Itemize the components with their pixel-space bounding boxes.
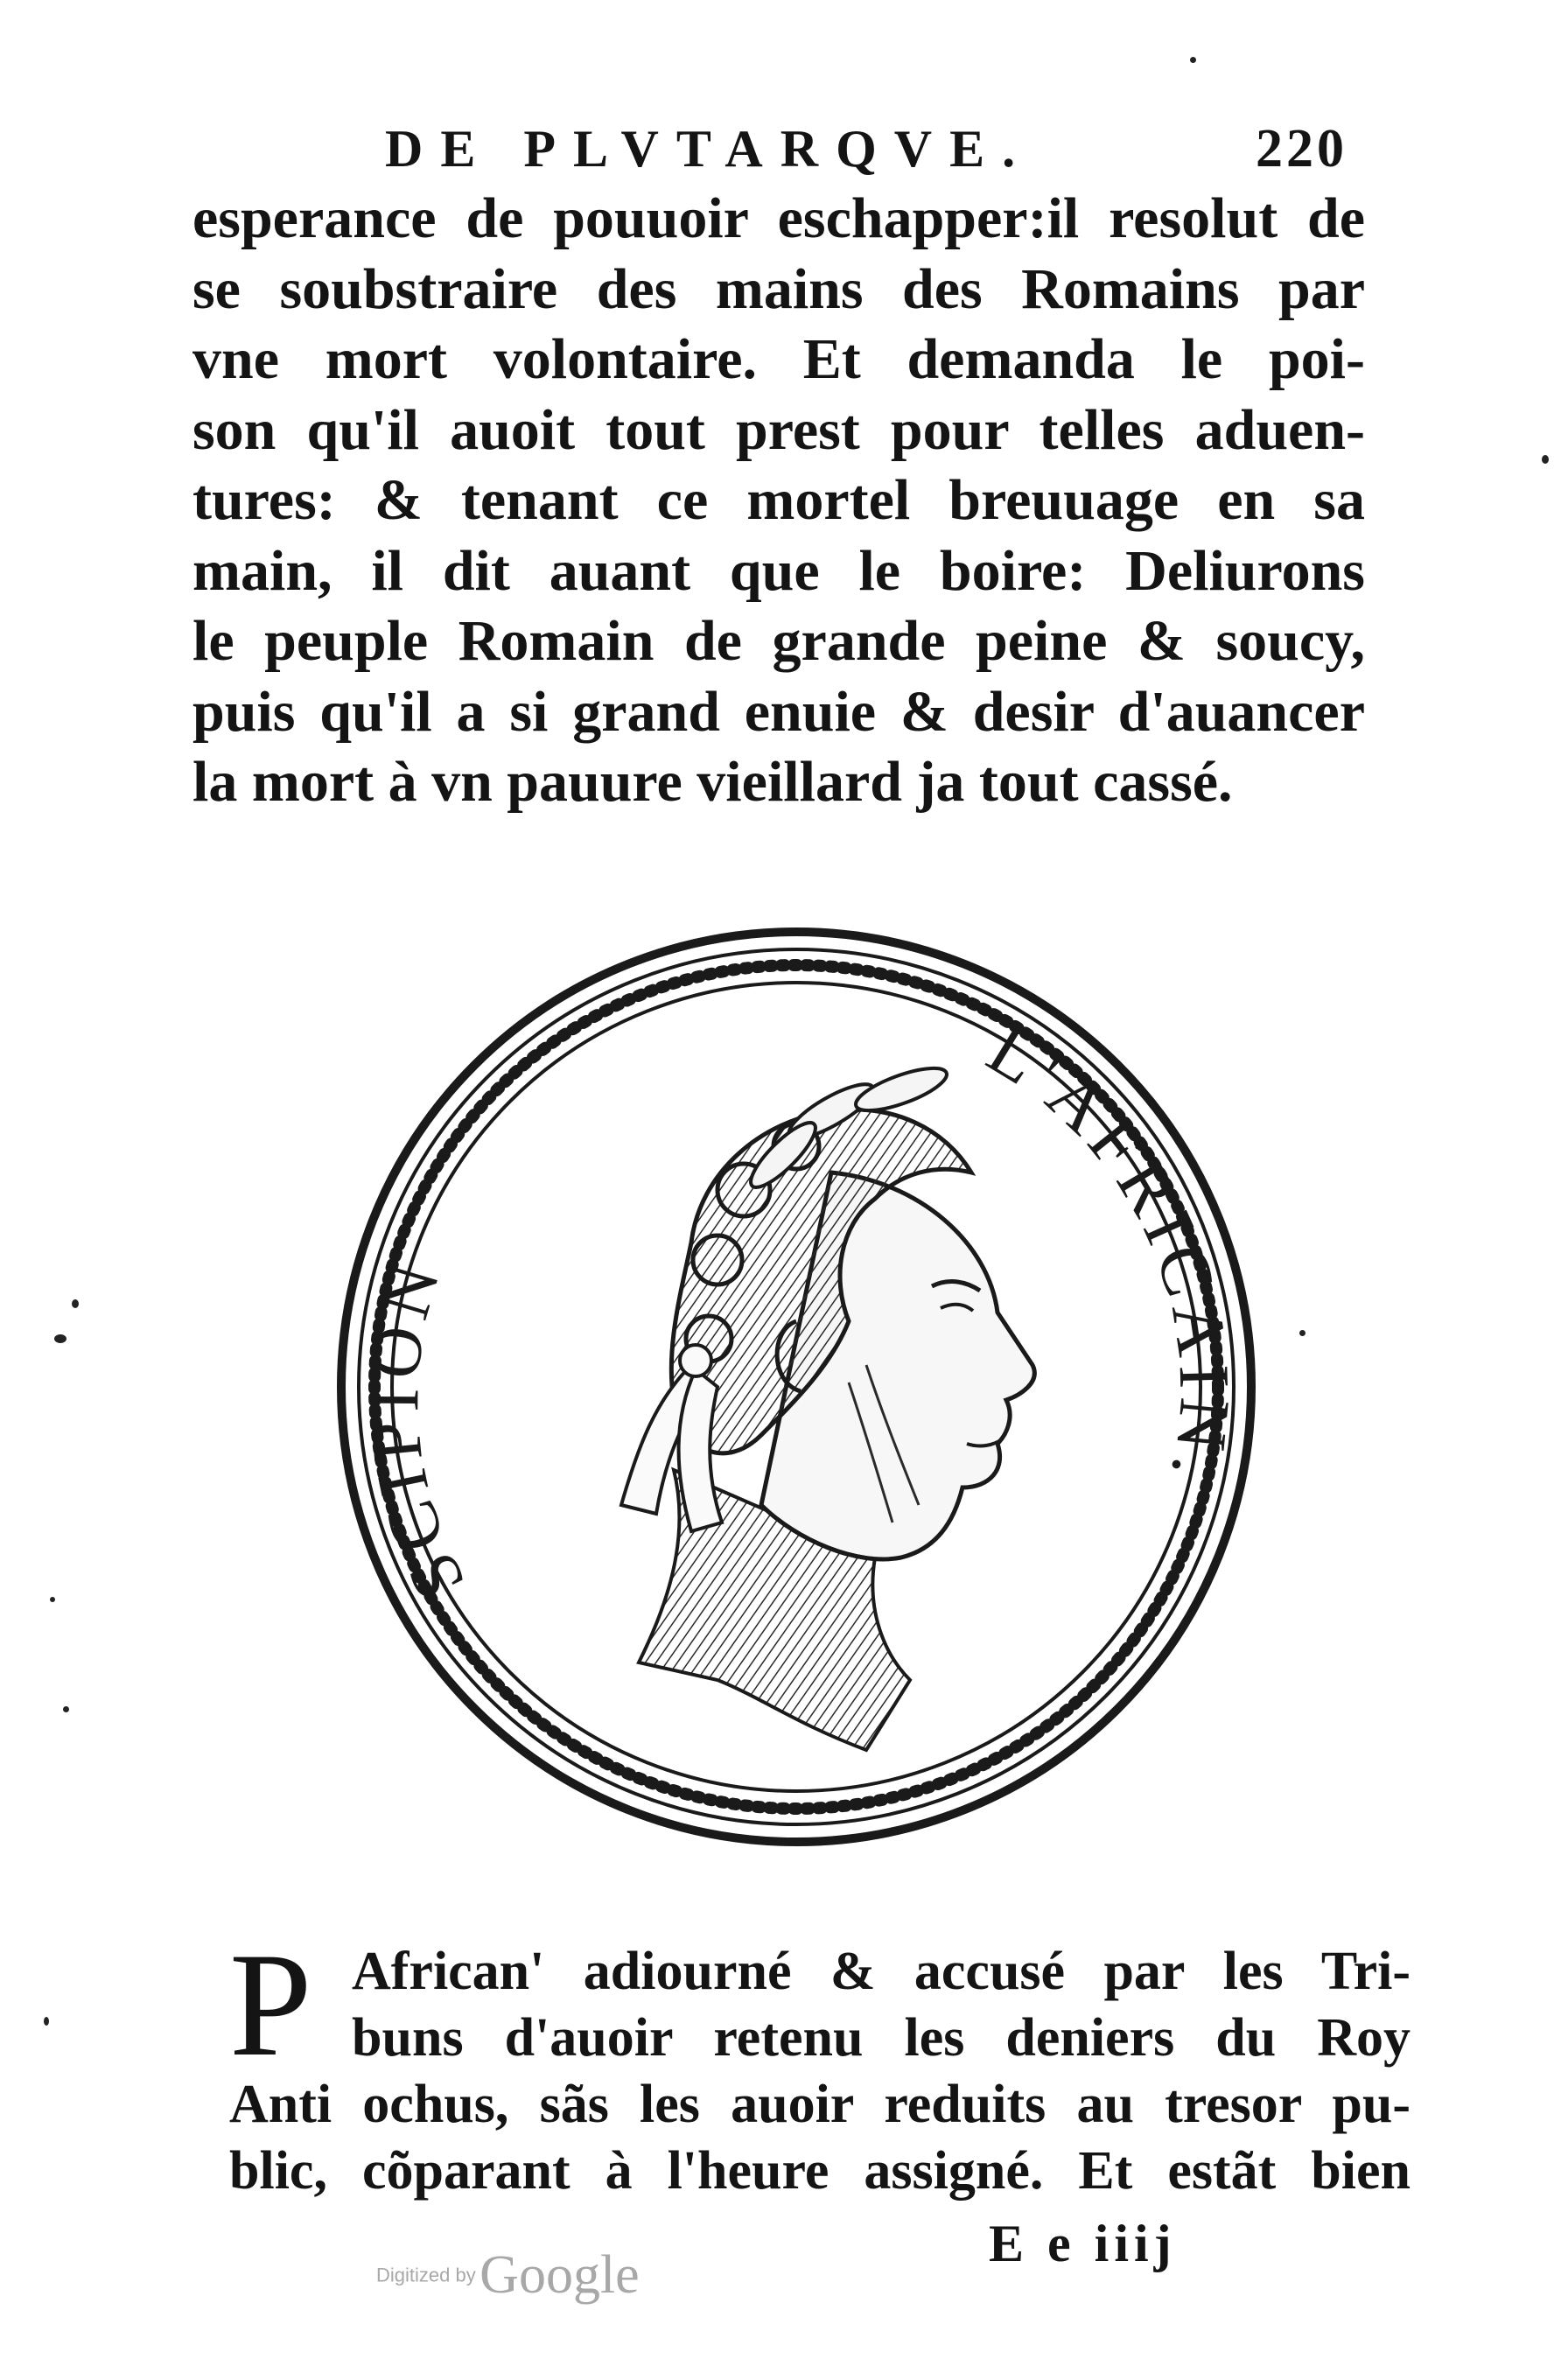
- medal-legend-right: L'AFRICAIN.: [974, 1009, 1246, 1493]
- text-line: buns d'auoir retenu les deniers du Roy: [352, 2008, 1410, 2068]
- text-line: blic, cõparant à l'heure assigné. Et estãt bien: [229, 2141, 1410, 2201]
- digitization-watermark: [376, 2244, 640, 2306]
- scan-speck: [72, 1299, 79, 1308]
- text-line: African' adiourné & accusé par les Tri-: [352, 1942, 1410, 2001]
- text-line: puis qu'il a si grand enuie & desir d'auancer: [192, 679, 1365, 744]
- scan-speck: [1190, 57, 1196, 63]
- laureate-head-portrait: [621, 1060, 1034, 1750]
- text-line: son qu'il auoit tout prest pour telles aduen-: [192, 397, 1365, 462]
- scan-speck: [63, 1706, 69, 1712]
- watermark-brand: Google: [480, 2245, 640, 2305]
- portrait-medallion: [306, 910, 1286, 1855]
- medallion-engraving: [306, 910, 1286, 1855]
- drop-cap: P: [229, 1922, 312, 2087]
- text-line: tures: & tenant ce mortel breuuage en sa: [192, 468, 1365, 532]
- text-line: Anti ochus, sãs les auoir reduits au tresor pu-: [229, 2075, 1410, 2134]
- medal-legend-left: SCIPION: [354, 1248, 480, 1613]
- text-line: esperance de pouuoir eschapper:il resolut de: [192, 186, 1365, 250]
- scan-speck: [54, 1334, 66, 1343]
- scan-speck: [1542, 455, 1549, 464]
- text-line: vne mort volontaire. Et demanda le poi-: [192, 327, 1365, 391]
- body-paragraph: [192, 184, 1365, 818]
- text-line: main, il dit auant que le boire: Deliurons: [192, 538, 1365, 603]
- scan-speck: [44, 2017, 49, 2026]
- second-paragraph: [229, 1922, 1410, 2204]
- running-title: DE PLVTARQVE.: [385, 120, 1033, 178]
- page-number: 220: [1256, 119, 1348, 178]
- text-line: se soubstraire des mains des Romains par: [192, 256, 1365, 321]
- watermark-prefix: Digitized by: [376, 2264, 476, 2286]
- text-line: le peuple Romain de grande peine & soucy,: [192, 609, 1365, 673]
- scan-speck: [50, 1597, 55, 1602]
- running-head: [385, 114, 1348, 192]
- scan-speck: [1299, 1330, 1306, 1336]
- text-line: la mort à vn pauure vieillard ja tout cassé.: [192, 750, 1233, 814]
- signature-mark: E e iiij: [989, 2215, 1177, 2272]
